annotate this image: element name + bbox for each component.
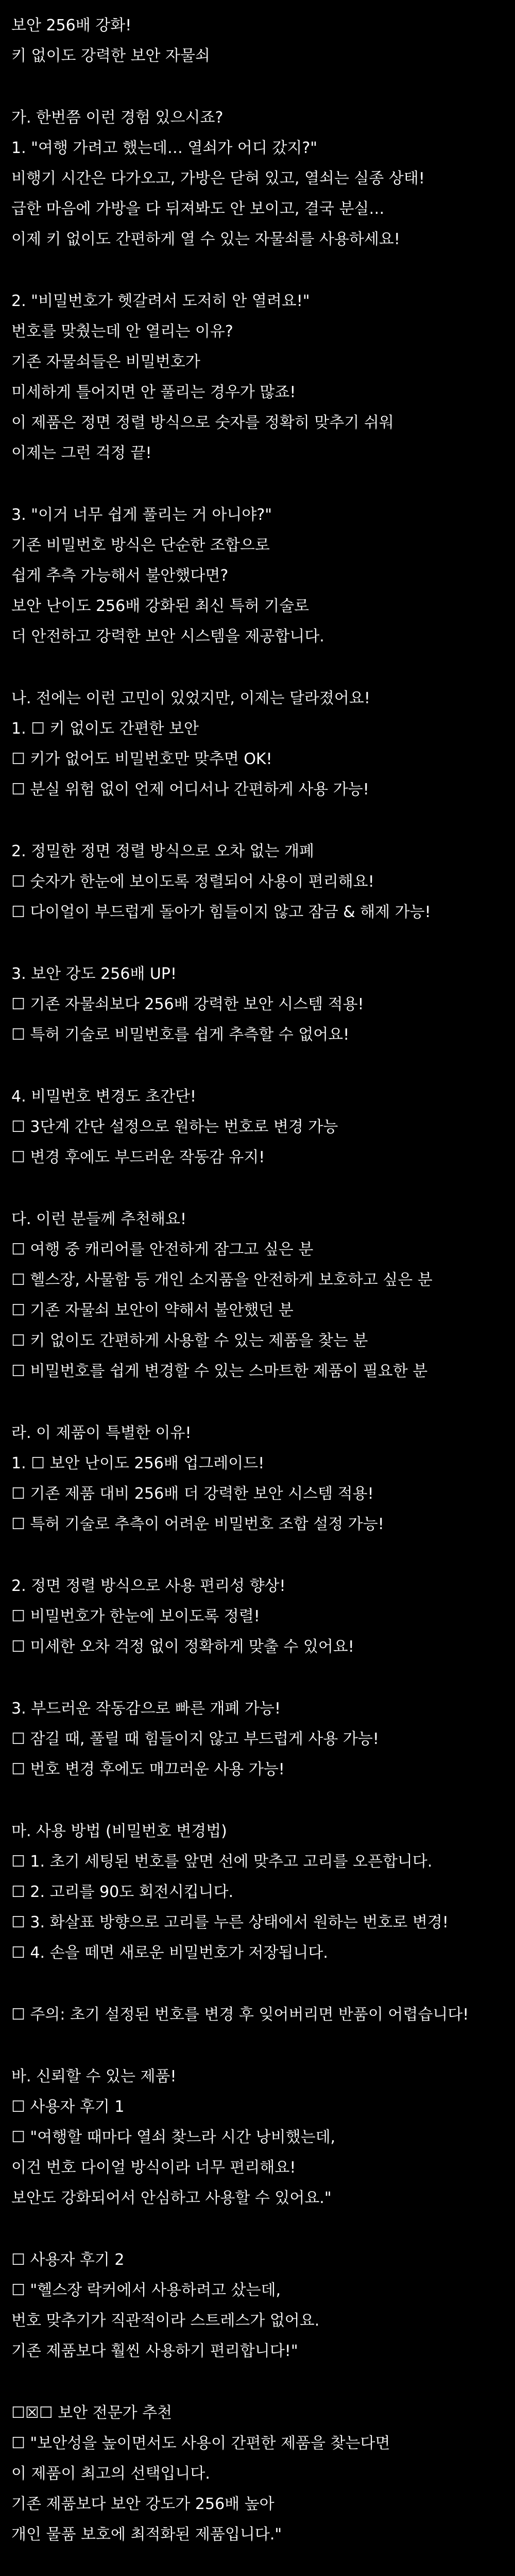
text-line: 2. "비밀번호가 헷갈려서 도저히 안 열려요!" — [11, 292, 310, 310]
text-line: 이제는 그런 걱정 끝! — [11, 444, 152, 462]
text-line: ☐ 키 없이도 간편하게 사용할 수 있는 제품을 찾는 분 — [11, 1332, 368, 1350]
text-line: ☐ 1. 초기 세팅된 번호를 앞면 선에 맞추고 고리를 오픈합니다. — [11, 1853, 433, 1871]
text-line: ☐ 특허 기술로 추측이 어려운 비밀번호 조합 설정 가능! — [11, 1515, 384, 1533]
text-line: ☐ 잠길 때, 풀릴 때 힘들이지 않고 부드럽게 사용 가능! — [11, 1730, 379, 1748]
text-line: ☐☒☐ 보안 전문가 추천 — [11, 2404, 173, 2422]
text-line: 다. 이런 분들께 추천해요! — [11, 1210, 186, 1228]
text-line: ☐ 사용자 후기 1 — [11, 2098, 125, 2116]
text-line: ☐ 기존 제품 대비 256배 더 강력한 보안 시스템 적용! — [11, 1485, 374, 1503]
blank-line — [11, 2038, 515, 2069]
blank-line — [11, 79, 515, 110]
text-line: 바. 신뢰할 수 있는 제품! — [11, 2067, 177, 2086]
text-line: 번호 맞추기가 직관적이라 스트레스가 없어요. — [11, 2312, 320, 2330]
text-line: 마. 사용 방법 (비밀번호 변경법) — [11, 1822, 227, 1840]
blank-line — [11, 2374, 515, 2405]
text-line: 보안 난이도 256배 강화된 최신 특허 기술로 — [11, 597, 310, 615]
text-line: ☐ 주의: 초기 설정된 번호를 변경 후 잊어버리면 반품이 어렵습니다! — [11, 2006, 469, 2024]
text-line: 기존 자물쇠들은 비밀번호가 — [11, 353, 200, 371]
text-line: 이 제품이 최고의 선택입니다. — [11, 2465, 210, 2483]
text-line: 키 없이도 강력한 보안 자물쇠 — [11, 47, 210, 65]
blank-line — [11, 1670, 515, 1701]
text-line: ☐ 사용자 후기 2 — [11, 2251, 125, 2269]
text-line: 3. 보안 강도 256배 UP! — [11, 965, 177, 983]
text-line: 1. ☐ 보안 난이도 256배 업그레이드! — [11, 1454, 265, 1472]
blank-line — [11, 935, 515, 967]
text-line: ☐ 3. 화살표 방향으로 고리를 누른 상태에서 원하는 번호로 변경! — [11, 1913, 449, 1931]
text-line: 기존 제품보다 훨씬 사용하기 편리합니다!" — [11, 2342, 298, 2360]
blank-line — [11, 1058, 515, 1089]
blank-line — [11, 1394, 515, 1426]
blank-line — [11, 262, 515, 294]
text-line: 미세하게 틀어지면 안 풀리는 경우가 많죠! — [11, 383, 296, 401]
text-line: 이 제품은 정면 정렬 방식으로 숫자를 정확히 맞추기 쉬워 — [11, 414, 394, 432]
text-line: 1. ☐ 키 없이도 간편한 보안 — [11, 720, 199, 738]
text-line: ☐ 숫자가 한눈에 보이도록 정렬되어 사용이 편리해요! — [11, 873, 374, 891]
text-line: ☐ 기존 자물쇠보다 256배 강력한 보안 시스템 적용! — [11, 995, 364, 1013]
text-line: 2. 정밀한 정면 정렬 방식으로 오차 없는 개폐 — [11, 842, 315, 860]
text-line: 이건 번호 다이얼 방식이라 너무 편리해요! — [11, 2159, 296, 2177]
blank-line — [11, 1792, 515, 1824]
text-line: ☐ 번호 변경 후에도 매끄러운 사용 가능! — [11, 1760, 285, 1778]
text-line: ☐ "여행할 때마다 열쇠 찾느라 시간 낭비했는데, — [11, 2128, 336, 2146]
text-line: ☐ 4. 손을 떼면 새로운 비밀번호가 저장됩니다. — [11, 1944, 328, 1962]
text-line: 비행기 시간은 다가오고, 가방은 닫혀 있고, 열쇠는 실종 상태! — [11, 170, 425, 188]
text-line: 라. 이 제품이 특별한 이유! — [11, 1424, 192, 1442]
text-line: ☐ 3단계 간단 설정으로 원하는 번호로 변경 가능 — [11, 1118, 338, 1136]
blank-line — [11, 1976, 515, 2007]
blank-line — [11, 1180, 515, 1212]
text-line: 번호를 맞췄는데 안 열리는 이유? — [11, 323, 233, 341]
text-line: 3. 부드러운 작동감으로 빠른 개폐 가능! — [11, 1700, 281, 1718]
text-line: 보안도 강화되어서 안심하고 사용할 수 있어요." — [11, 2189, 332, 2207]
text-line: ☐ 특허 기술로 비밀번호를 쉽게 추측할 수 없어요! — [11, 1026, 350, 1044]
blank-line — [11, 2221, 515, 2252]
text-line: 4. 비밀번호 변경도 초간단! — [11, 1088, 197, 1106]
text-line: 보안 256배 강화! — [11, 16, 132, 35]
text-line: ☐ "헬스장 락커에서 사용하려고 샀는데, — [11, 2281, 281, 2299]
text-line: 급한 마음에 가방을 다 뒤져봐도 안 보이고, 결국 분실… — [11, 200, 385, 218]
blank-line — [11, 2557, 515, 2576]
blank-line — [11, 812, 515, 844]
text-line: 쉽게 추측 가능해서 불안했다면? — [11, 567, 229, 585]
text-line: ☐ 분실 위험 없이 언제 어디서나 간편하게 사용 가능! — [11, 781, 369, 799]
text-line: ☐ 키가 없어도 비밀번호만 맞추면 OK! — [11, 750, 272, 768]
text-line: 가. 한번쯤 이런 경험 있으시죠? — [11, 109, 224, 127]
text-line: ☐ 기존 자물쇠 보안이 약해서 불안했던 분 — [11, 1301, 294, 1319]
text-line: ☐ "보안성을 높이면서도 사용이 간편한 제품을 찾는다면 — [11, 2434, 390, 2452]
blank-line — [11, 476, 515, 507]
text-line: 2. 정면 정렬 방식으로 사용 편리성 향상! — [11, 1577, 286, 1595]
text-line: 더 안전하고 강력한 보안 시스템을 제공합니다. — [11, 628, 324, 646]
blank-line — [11, 1547, 515, 1579]
text-line: ☐ 비밀번호를 쉽게 변경할 수 있는 스마트한 제품이 필요한 분 — [11, 1362, 428, 1380]
text-line: 이제 키 없이도 간편하게 열 수 있는 자물쇠를 사용하세요! — [11, 230, 400, 248]
text-line: 1. "여행 가려고 했는데… 열쇠가 어디 갔지?" — [11, 139, 318, 157]
text-line: ☐ 변경 후에도 부드러운 작동감 유지! — [11, 1148, 265, 1166]
text-line: ☐ 미세한 오차 걱정 없이 정확하게 맞출 수 있어요! — [11, 1638, 354, 1656]
text-line: 나. 전에는 이런 고민이 있었지만, 이제는 달라졌어요! — [11, 689, 370, 707]
text-line: 3. "이거 너무 쉽게 풀리는 거 아니야?" — [11, 506, 272, 524]
text-line: ☐ 헬스장, 사물함 등 개인 소지품을 안전하게 보호하고 싶은 분 — [11, 1271, 433, 1289]
text-line: 개인 물품 보호에 최적화된 제품입니다." — [11, 2526, 282, 2544]
text-line: ☐ 2. 고리를 90도 회전시킵니다. — [11, 1883, 234, 1901]
text-line: 기존 제품보다 보안 강도가 256배 높아 — [11, 2495, 274, 2513]
text-line: ☐ 비밀번호가 한눈에 보이도록 정렬! — [11, 1607, 260, 1625]
text-line: 기존 비밀번호 방식은 단순한 조합으로 — [11, 536, 270, 554]
text-line: ☐ 여행 중 캐리어를 안전하게 잠그고 싶은 분 — [11, 1241, 314, 1259]
text-line: ☐ 다이얼이 부드럽게 돌아가 힘들이지 않고 잠금 & 해제 가능! — [11, 903, 431, 921]
blank-line — [11, 659, 515, 691]
